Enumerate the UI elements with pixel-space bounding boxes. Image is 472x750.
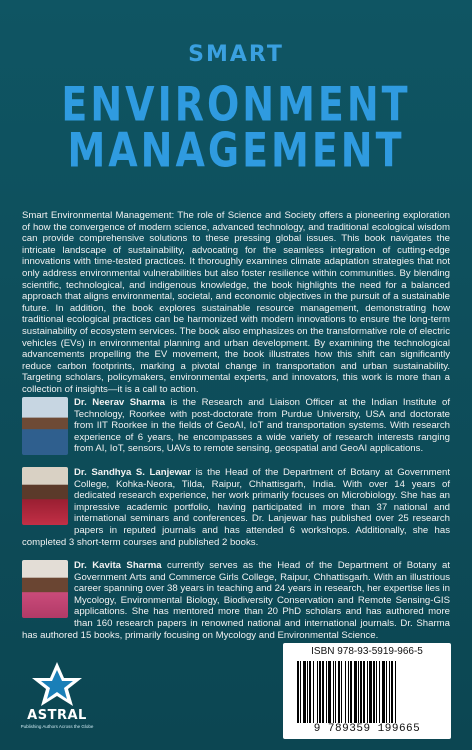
author-photo	[22, 397, 68, 455]
author-bio-text: is the Research and Liaison Officer at the Indian Institute of Technology, Roorkee with post-doctorate from Purdue University, USA and doctorate from IIT Roorkee in the fields of GeoAI, IoT and transportation systems. With research experience of 6 years, he encompasses a wide variety of research interests ranging from AI, IoT, sensors, UAVs to remote sensing, geospatial and GeoAI applications.	[74, 397, 450, 455]
author-bio-neerav	[22, 397, 450, 457]
author-bio-text: currently serves as the Head of the Department of Botany at Government Arts and Commerce Girls College, Raipur, Chhattisgarh. With an illustrious career spanning over 38 years in teaching and 24 years in research, her expertise lies in Mycology, Environmental Biology, Biodiversity Conservation and Remote Sensing-GIS applications. She has mentored more than 20 PhD scholars and has authored more than 160 research papers in renowned national and international journals. Dr. Sharma has authored 15 books, primarily focusing on Mycology and Environmental Science.	[22, 560, 450, 641]
author-name: Dr. Neerav Sharma	[74, 397, 165, 408]
author-bio-text: is the Head of the Department of Botany at Government College, Kohka-Neora, Tilda, Raipur, Chhattisgarh, India. With over 14 years of dedicated research experience, her work primarily focuses on Microbiology. She has an impressive academic portfolio, having participated in more than 37 national and international seminars and conferences. Dr. Lanjewar has published over 25 research papers in reputed journals and has attended 6 workshops. Additionally, she has completed 3 short-term courses and published 2 books.	[22, 467, 450, 548]
author-name: Dr. Kavita Sharma	[74, 560, 162, 571]
title-line-smart: SMART	[188, 42, 284, 67]
publisher-tagline: Publishing Authors Across the Globe	[20, 724, 94, 729]
publisher-name: ASTRAL	[27, 708, 87, 723]
isbn-label: ISBN 978-93-5919-966-5	[311, 646, 423, 657]
barcode-number: 9 789359 199665	[313, 723, 421, 735]
author-name: Dr. Sandhya S. Lanjewar	[74, 467, 192, 478]
book-description: Smart Environmental Management: The role of Science and Society offers a pioneering exploration of how the convergence of modern science, advanced technology, and traditional ecological wisdom can provide comprehensive solutions to these pressing global issues. This book navigates the intricate landscape of sustainability, advocating for the seamless integration of cutting-edge innovations with time-tested practices. It thoroughly examines climate adaptation strategies that not only address environmental vulnerabilities but also foster resilience within communities. By blending scientific, technological, and indigenous knowledge, the book highlights the need for a balanced approach that aligns environmental, societal, and economic objectives in the pursuit of a sustainable future. In addition, the book explores sustainable resource management, demonstrating how traditional ecological practices can be harmonized with modern innovations to ensure the long-term sustainability of ecosystem services. The book also emphasizes on the transformative role of electric vehicles (EVs) in environmental planning and urban development. By examining the technological advancements propelling the EV movement, the book illustrates how this shift can significantly reduce carbon footprints, marking a pivotal change in transportation and urban sustainability. Targeting scholars, policymakers, environmental experts, and innovators, this work is more than a collection of insights—it is a call to action.	[22, 210, 450, 395]
author-photo	[22, 560, 68, 618]
author-bio-sandhya	[22, 467, 450, 548]
title-line-environment: ENVIRONMENT	[61, 76, 411, 132]
author-photo	[22, 467, 68, 525]
isbn-barcode-box	[283, 643, 451, 739]
barcode-icon	[295, 661, 441, 723]
author-bio-kavita	[22, 560, 450, 641]
title-line-management: MANAGEMENT	[67, 122, 405, 178]
